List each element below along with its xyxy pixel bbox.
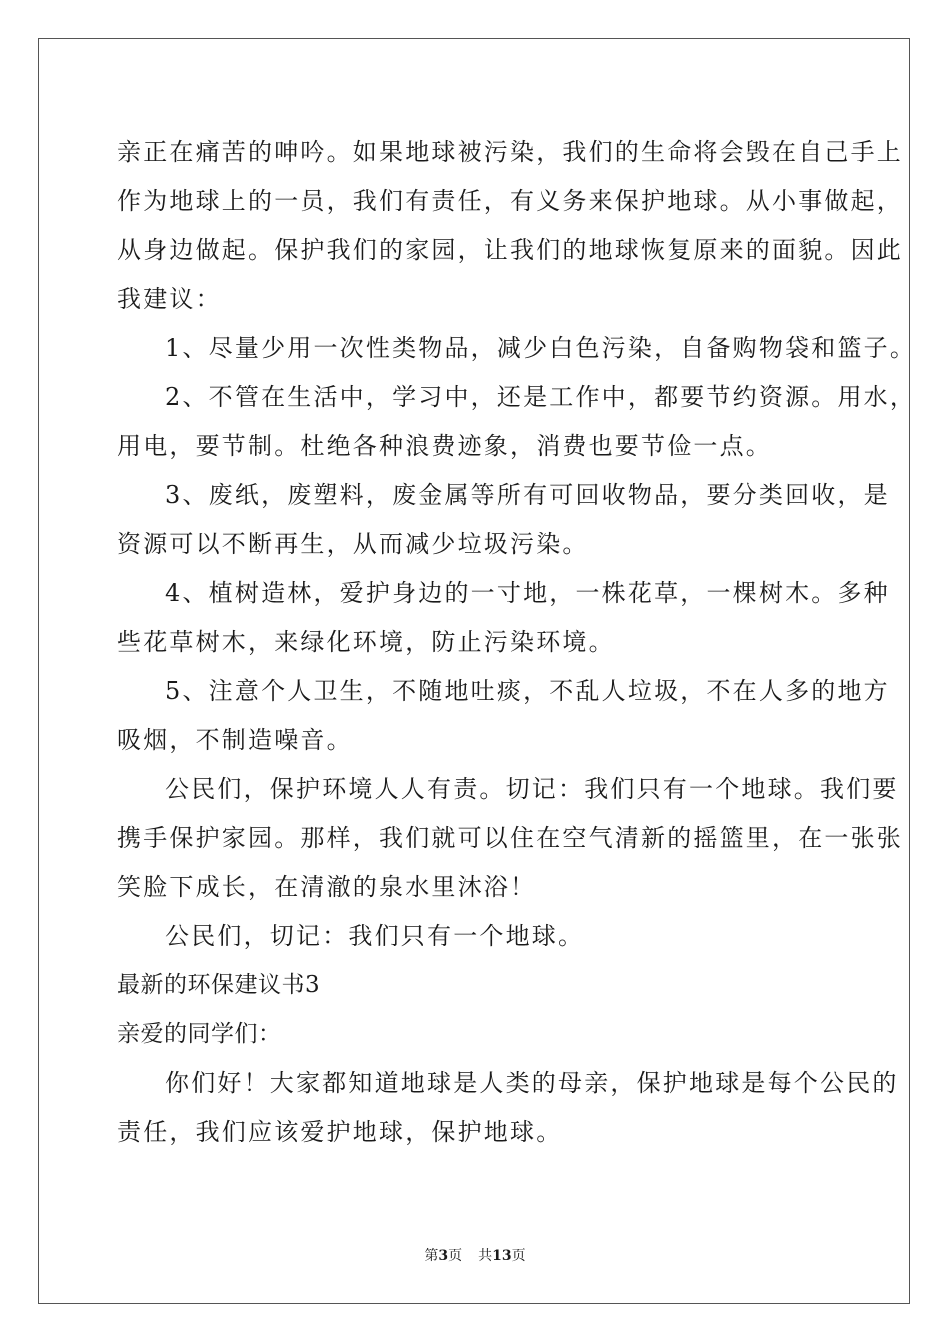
section-title: 最新的环保建议书3 bbox=[117, 972, 321, 998]
paragraph-start: 公民们，切记：我们只有一个地球。 bbox=[165, 922, 585, 950]
body-line: 资源可以不断再生，从而减少垃圾污染。 bbox=[117, 530, 589, 558]
paragraph-start: 你们好！大家都知道地球是人类的母亲，保护地球是每个公民的 bbox=[165, 1069, 899, 1097]
body-line: 吸烟，不制造噪音。 bbox=[117, 726, 353, 754]
list-item-3: 3、废纸，废塑料，废金属等所有可回收物品，要分类回收，是 bbox=[165, 481, 890, 509]
body-line: 用电，要节制。杜绝各种浪费迹象，消费也要节俭一点。 bbox=[117, 432, 772, 460]
paragraph-start: 公民们，保护环境人人有责。切记：我们只有一个地球。我们要 bbox=[165, 775, 899, 803]
list-item-2: 2、不管在生活中，学习中，还是工作中，都要节约资源。用水， bbox=[165, 383, 917, 411]
body-line: 责任，我们应该爱护地球，保护地球。 bbox=[117, 1118, 563, 1146]
total-suffix: 页 bbox=[511, 1248, 526, 1264]
body-line: 作为地球上的一员，我们有责任，有义务来保护地球。从小事做起， bbox=[117, 187, 903, 215]
body-line: 从身边做起。保护我们的家园，让我们的地球恢复原来的面貌。因此 bbox=[117, 236, 903, 264]
list-item-1: 1、尽量少用一次性类物品，减少白色污染，自备购物袋和篮子。 bbox=[165, 334, 917, 362]
total-prefix: 共 bbox=[478, 1248, 493, 1264]
page-prefix: 第 bbox=[424, 1248, 439, 1264]
page-suffix: 页 bbox=[448, 1248, 463, 1264]
body-line: 我建议： bbox=[117, 285, 222, 313]
body-line: 些花草树木，来绿化环境，防止污染环境。 bbox=[117, 628, 615, 656]
list-item-4: 4、植树造林，爱护身边的一寸地，一株花草，一棵树木。多种 bbox=[165, 579, 890, 607]
page-footer bbox=[0, 1245, 950, 1265]
document-body bbox=[117, 128, 917, 1157]
salutation: 亲爱的同学们： bbox=[117, 1021, 282, 1047]
list-item-5: 5、注意个人卫生，不随地吐痰，不乱人垃圾，不在人多的地方 bbox=[165, 677, 890, 705]
page-number: 3 bbox=[438, 1248, 449, 1264]
body-line: 携手保护家园。那样，我们就可以住在空气清新的摇篮里，在一张张 bbox=[117, 824, 903, 852]
total-pages: 13 bbox=[492, 1248, 512, 1264]
body-line: 亲正在痛苦的呻吟。如果地球被污染，我们的生命将会毁在自己手上 bbox=[117, 138, 903, 166]
body-line: 笑脸下成长，在清澈的泉水里沐浴！ bbox=[117, 873, 537, 901]
